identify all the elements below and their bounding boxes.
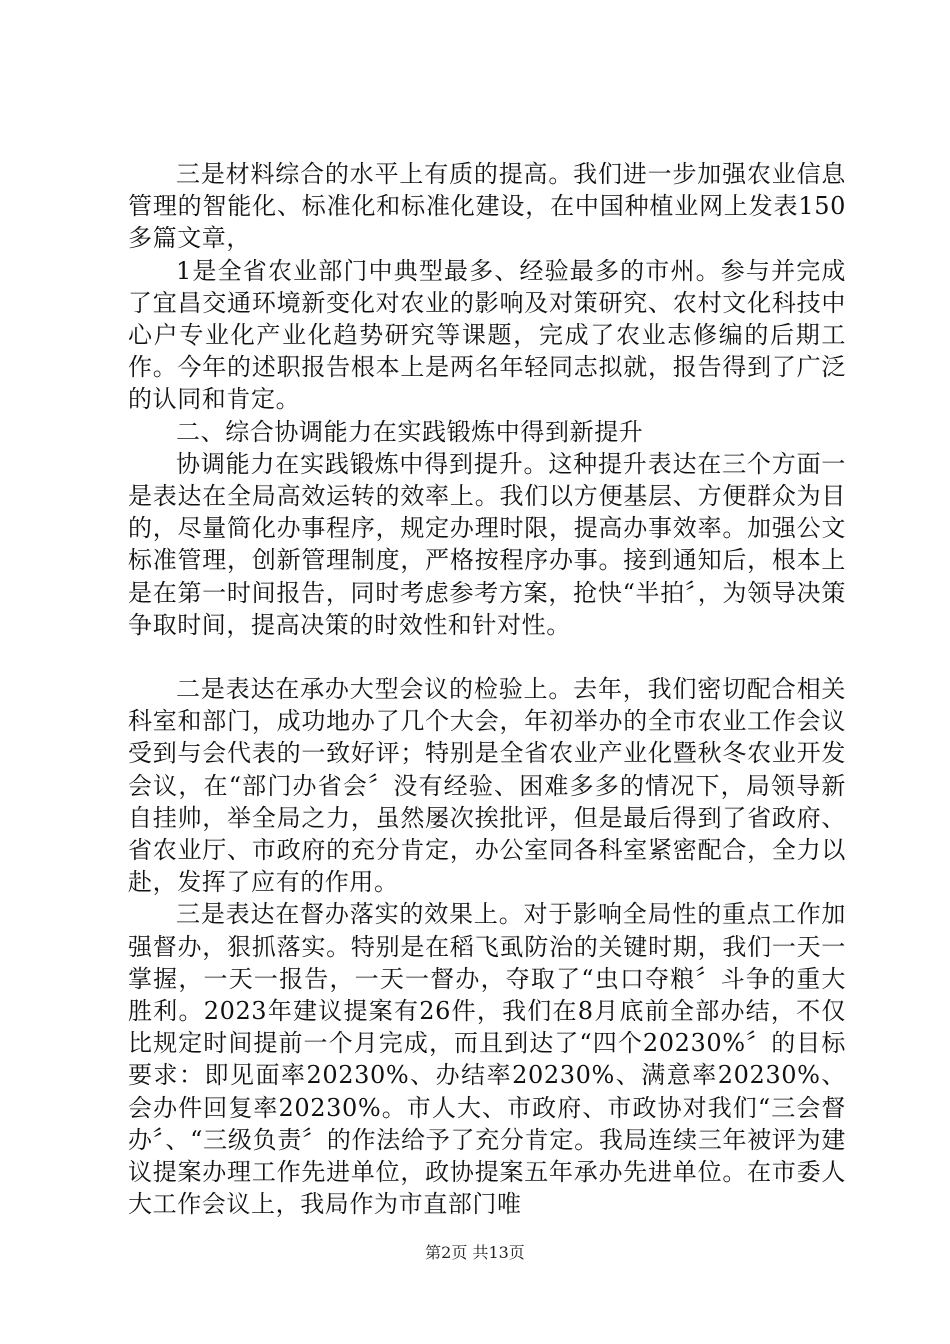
document-body: [128, 158, 846, 1221]
section-heading-coordination: 二、综合协调能力在实践锻炼中得到新提升: [176, 417, 644, 446]
paragraph-supervision: 三是表达在督办落实的效果上。对于影响全局性的重点工作加强督办，狠抓落实。特别是在稻飞虱防治的关键时期，我们一天一掌握，一天一报告，一天一督办，夺取了“虫口夺粮〞斗争的重大胜利。2023年建议提案有26件，我们在8月底前全部办结，不仅比规定时间提前一个月完成，而且到达了“四个20230%〞的目标要求：即见面率20230%、办结率20230%、满意率20230%、会办件回复率20230%。市人大、市政府、市政协对我们“三会督办〞、“三级负责〞的作法给予了充分肯定。我局连续三年被评为建议提案办理工作先进单位，政协提案五年承办先进单位。在市委人大工作会议上，我局作为市直部门唯: [128, 900, 846, 1219]
page-footer: 第2页 共13页: [425, 1243, 525, 1262]
paragraph-spacer: [128, 641, 846, 673]
paragraph-materials: 三是材料综合的水平上有质的提高。我们进一步加强农业信息管理的智能化、标准化和标准化建设，在中国种植业网上发表150多篇文章，: [128, 160, 846, 253]
paragraph-coordination-efficiency: 协调能力在实践锻炼中得到提升。这种提升表达在三个方面一是表达在全局高效运转的效率上。我们以方便基层、方便群众为目的，尽量简化办事程序，规定办理时限，提高办事效率。加强公文标准管理，创新管理制度，严格按程序办事。接到通知后，根本上是在第一时间报告，同时考虑参考方案，抢快“半拍〞，为领导决策争取时间，提高决策的时效性和针对性。: [128, 449, 846, 639]
paragraph-typical-experience: 1是全省农业部门中典型最多、经验最多的市州。参与并完成了宜昌交通环境新变化对农业的影响及对策研究、农村文化科技中心户专业化产业化趋势研究等课题，完成了农业志修编的后期工作。今年的述职报告根本上是两名年轻同志拟就，报告得到了广泛的认同和肯定。: [128, 256, 846, 414]
paragraph-large-meetings: 二是表达在承办大型会议的检验上。去年，我们密切配合相关科室和部门，成功地办了几个大会，年初举办的全市农业工作会议受到与会代表的一致好评；特别是全省农业产业化暨秋冬农业开发会议，在“部门办省会〞没有经验、困难多多的情况下，局领导新自挂帅，举全局之力，虽然屡次挨批评，但是最后得到了省政府、省农业厅、市政府的充分肯定，办公室同各科室紧密配合，全力以赴，发挥了应有的作用。: [128, 675, 846, 897]
